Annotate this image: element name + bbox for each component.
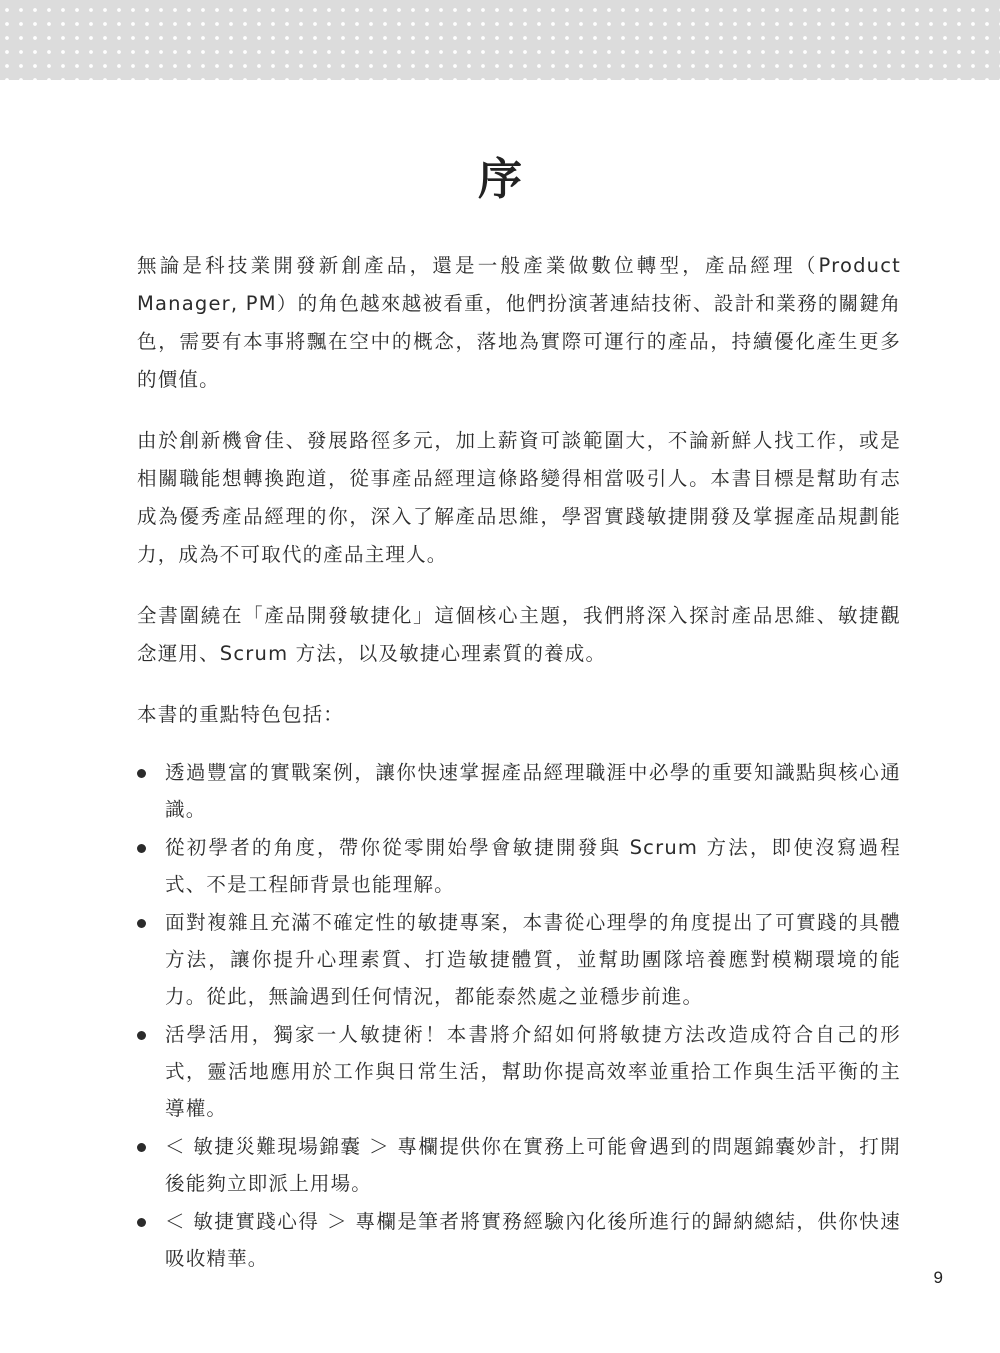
list-item	[137, 1128, 901, 1202]
list-item	[137, 829, 901, 903]
preface-body	[137, 247, 901, 1278]
list-item	[137, 1203, 901, 1277]
list-item-text: 面對複雜且充滿不確定性的敏捷專案，本書從心理學的角度提出了可實踐的具體方法，讓你提升心理素質、打造敏捷體質，並幫助團隊培養應對模糊環境的能力。從此，無論遇到任何情況，都能泰然處之並穩步前進。	[165, 911, 901, 1008]
decorative-header-band	[0, 0, 1000, 80]
list-item-text: ＜ 敏捷災難現場錦囊 ＞ 專欄提供你在實務上可能會遇到的問題錦囊妙計，打開後能夠立即派上用場。	[165, 1135, 901, 1195]
bullet-icon	[137, 1031, 146, 1040]
list-item	[137, 904, 901, 1015]
bullet-icon	[137, 1143, 146, 1152]
features-list	[137, 754, 901, 1277]
bullet-icon	[137, 769, 146, 778]
features-intro: 本書的重點特色包括：	[137, 703, 345, 726]
paragraph: 全書圍繞在「產品開發敏捷化」這個核心主題，我們將深入探討產品思維、敏捷觀念運用、Scrum 方法，以及敏捷心理素質的養成。	[137, 604, 901, 665]
bullet-icon	[137, 1218, 146, 1227]
list-item-text: 透過豐富的實戰案例，讓你快速掌握產品經理職涯中必學的重要知識點與核心通識。	[165, 761, 901, 821]
bullet-icon	[137, 844, 146, 853]
list-item-text: 活學活用，獨家一人敏捷術！本書將介紹如何將敏捷方法改造成符合自己的形式，靈活地應用於工作與日常生活，幫助你提高效率並重拾工作與生活平衡的主導權。	[165, 1023, 901, 1120]
list-item-text: 從初學者的角度，帶你從零開始學會敏捷開發與 Scrum 方法，即使沒寫過程式、不是工程師背景也能理解。	[165, 836, 901, 896]
bullet-icon	[137, 919, 146, 928]
page-title: 序	[478, 154, 522, 205]
page-number: 9	[933, 1268, 943, 1287]
paragraph: 由於創新機會佳、發展路徑多元，加上薪資可談範圍大，不論新鮮人找工作，或是相關職能想轉換跑道，從事產品經理這條路變得相當吸引人。本書目標是幫助有志成為優秀產品經理的你，深入了解產品思維，學習實踐敏捷開發及掌握產品規劃能力，成為不可取代的產品主理人。	[137, 429, 901, 566]
list-item-text: ＜ 敏捷實踐心得 ＞ 專欄是筆者將實務經驗內化後所進行的歸納總結，供你快速吸收精華。	[165, 1210, 901, 1270]
list-item	[137, 754, 901, 828]
paragraph: 無論是科技業開發新創產品，還是一般產業做數位轉型，產品經理（Product Manager, PM）的角色越來越被看重，他們扮演著連結技術、設計和業務的關鍵角色，需要有本事將飄在空中的概念，落地為實際可運行的產品，持續優化產生更多的價值。	[137, 254, 901, 391]
list-item	[137, 1016, 901, 1127]
